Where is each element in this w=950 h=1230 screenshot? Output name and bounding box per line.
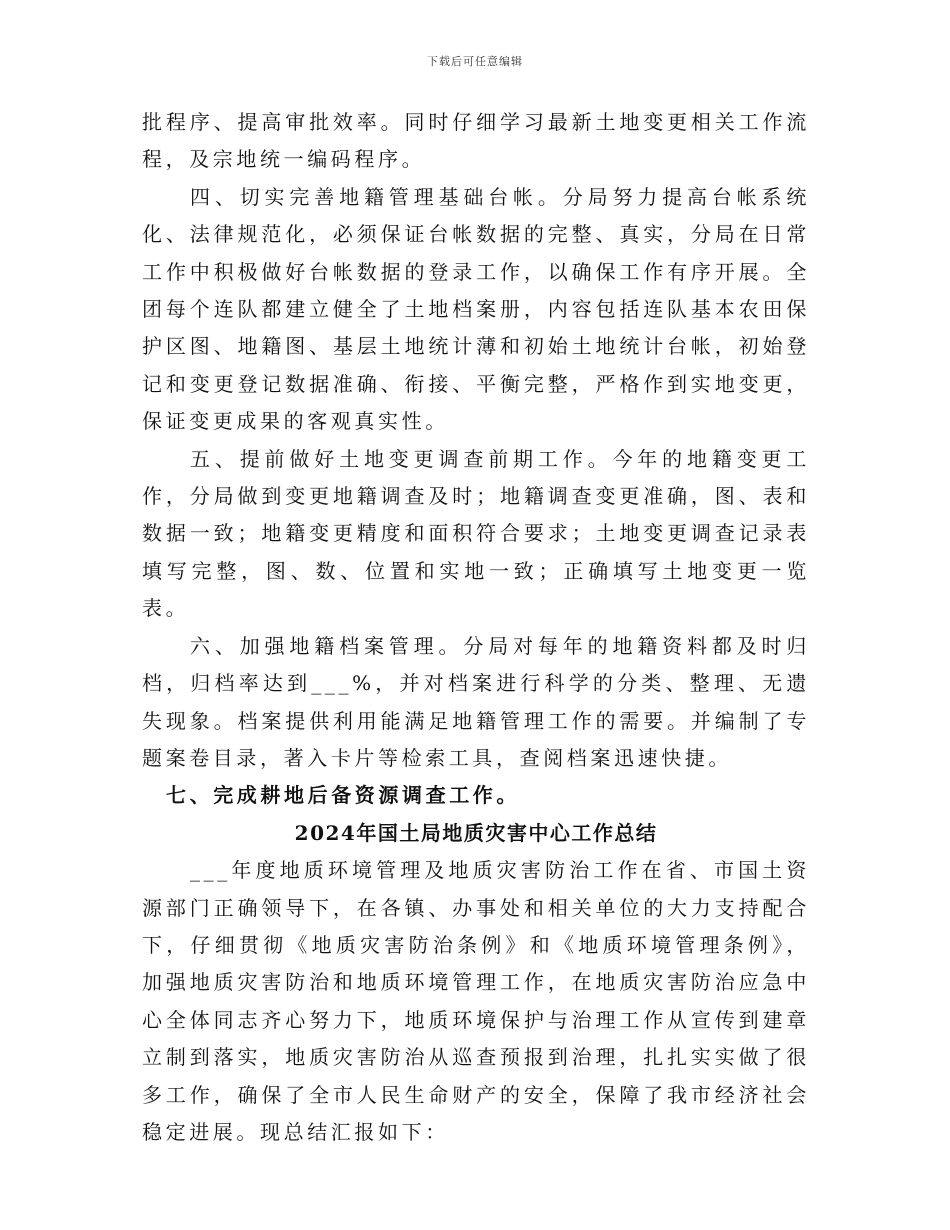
paragraph-item-7: 七、完成耕地后备资源调查工作。 [166,783,520,808]
paragraph-intro: ___年度地质环境管理及地质灾害防治工作在省、市国土资源部门正确领导下，在各镇、办事处和相关单位的大力支持配合下，仔细贯彻《地质灾害防治条例》和《地质环境管理条例》，加强地质灾害防治和地质环境管理工作，在地质灾害防治应急中心全体同志齐心努力下，地质环境保护与治理工作从宣传到建章立制到落实，地质灾害防治从巡查预报到治理，扎扎实实做了很多工作，确保了全市人民生命财产的安全，保障了我市经济社会稳定进展。现总结汇报如下： [142,858,810,1144]
document-body [142,104,810,1151]
section-title: 2024年国土局地质灾害中心工作总结 [294,820,658,845]
paragraph-item-6: 六、加强地籍档案管理。分局对每年的地籍资料都及时归档，归档率达到___%，并对档案进行科学的分类、整理、无遗失现象。档案提供利用能满足地籍管理工作的需要。并编制了专题案卷目录，著入卡片等检索工具，查阅档案迅速快捷。 [142,633,810,770]
page-header: 下载后可任意编辑 [427,55,523,68]
paragraph-item-4: 四、切实完善地籍管理基础台帐。分局努力提高台帐系统化、法律规范化，必须保证台帐数据的完整、真实，分局在日常工作中积极做好台帐数据的登录工作，以确保工作有序开展。全团每个连队都建立健全了土地档案册，内容包括连队基本农田保护区图、地籍图、基层土地统计薄和初始土地统计台帐，初始登记和变更登记数据准确、衔接、平衡完整，严格作到实地变更，保证变更成果的客观真实性。 [142,184,810,434]
paragraph-item-5: 五、提前做好土地变更调查前期工作。今年的地籍变更工作，分局做到变更地籍调查及时；地籍调查变更准确，图、表和数据一致；地籍变更精度和面积符合要求；土地变更调查记录表填写完整，图、数、位置和实地一致；正确填写土地变更一览表。 [142,446,810,621]
paragraph-continuation: 批程序、提高审批效率。同时仔细学习最新土地变更相关工作流程，及宗地统一编码程序。 [142,110,810,172]
